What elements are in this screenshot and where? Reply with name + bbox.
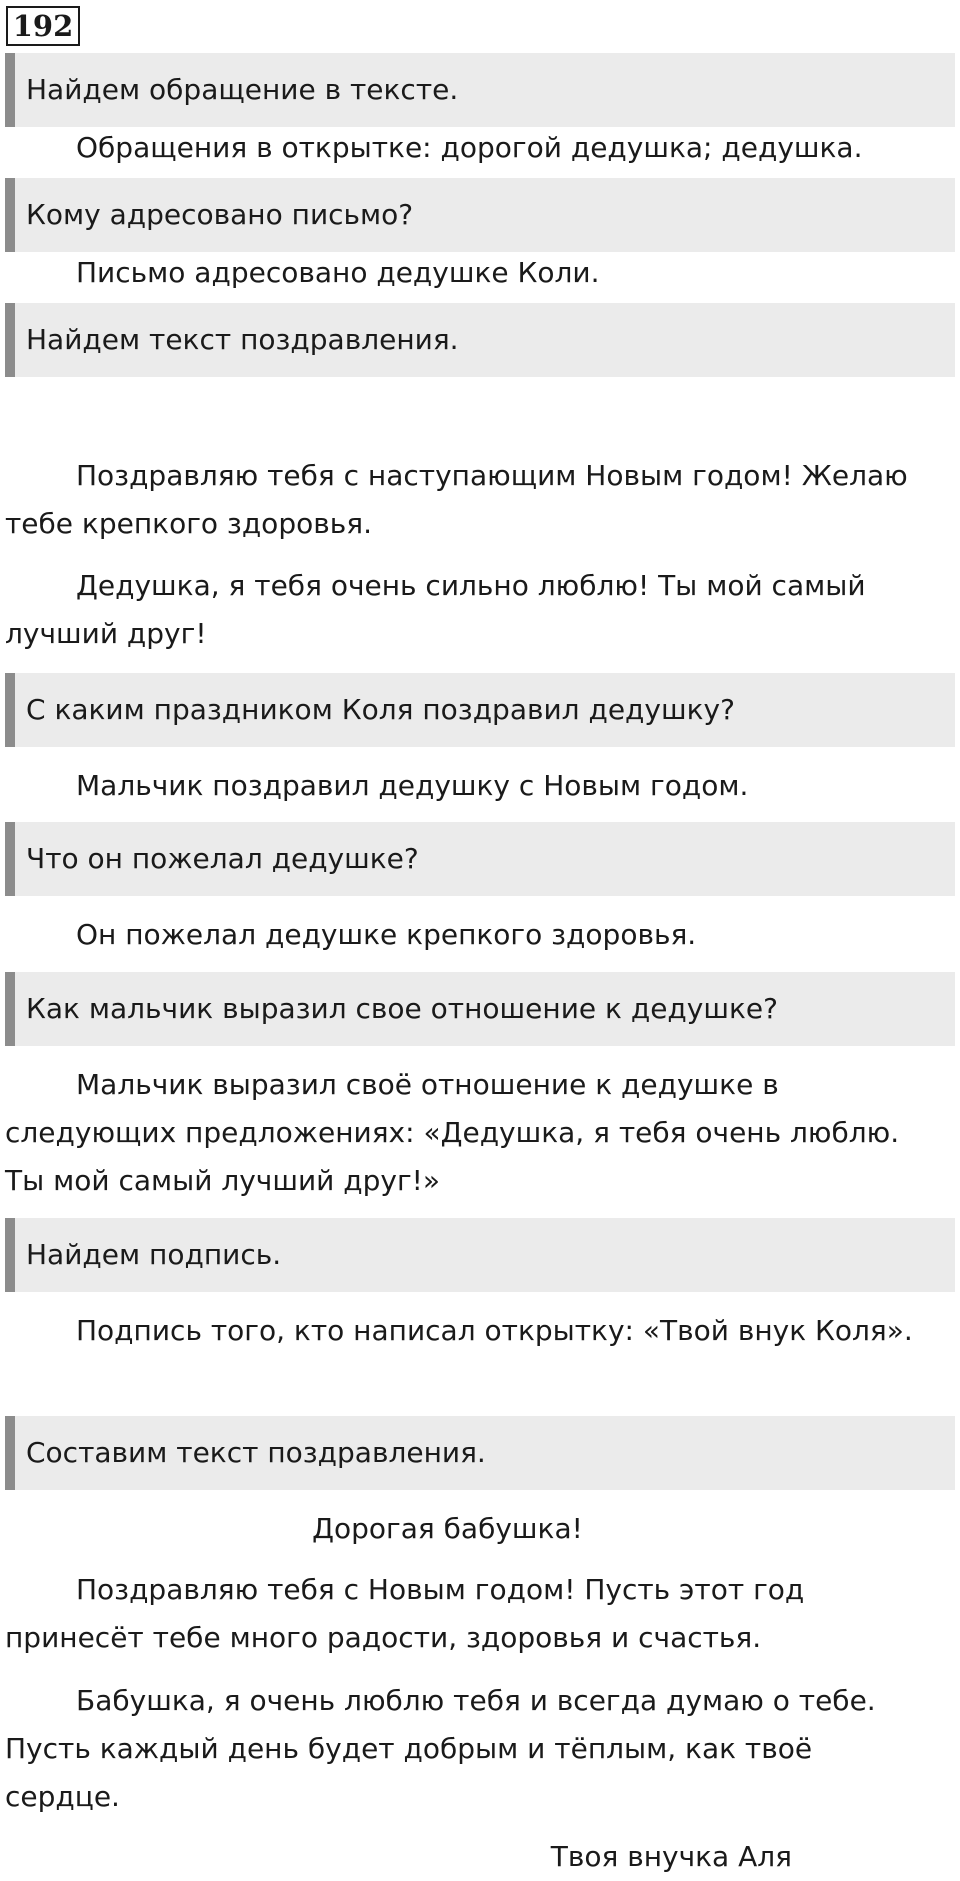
answer-2: Письмо адресовано дедушке Коли. [76, 256, 600, 289]
question-8: Составим текст поздравления. [5, 1416, 955, 1490]
letter-paragraph-2: Бабушка, я очень люблю тебя и всегда думаю о тебе. Пусть каждый день будет добрым и тёплым, как твоё сердце. [5, 1684, 876, 1813]
answer-7: Подпись того, кто написал открытку: «Твой внук Коля». [76, 1314, 913, 1347]
question-3: Найдем текст поздравления. [5, 303, 955, 377]
question-7: Найдем подпись. [5, 1218, 955, 1292]
answer-5: Он пожелал дедушке крепкого здоровья. [76, 918, 697, 951]
answer-6: Мальчик выразил своё отношение к дедушке в следующих предложениях: «Дедушка, я тебя очень люблю. Ты мой самый лучший друг!» [5, 1068, 900, 1197]
letter-paragraph-1: Поздравляю тебя с Новым годом! Пусть этот год принесёт тебе много радости, здоровья и счастья. [5, 1573, 805, 1654]
task-number-badge: 192 [6, 6, 80, 46]
answer-3b: Дедушка, я тебя очень сильно люблю! Ты мой самый лучший друг! [5, 569, 866, 650]
answer-1: Обращения в открытке: дорогой дедушка; дедушка. [76, 131, 863, 164]
question-1: Найдем обращение в тексте. [5, 53, 955, 127]
question-5: Что он пожелал дедушке? [5, 822, 955, 896]
letter-signature: Твоя внучка Аля [550, 1840, 792, 1873]
letter-greeting: Дорогая бабушка! [312, 1512, 583, 1545]
question-4: С каким праздником Коля поздравил дедушку? [5, 673, 955, 747]
question-6: Как мальчик выразил свое отношение к дедушке? [5, 972, 955, 1046]
answer-3a: Поздравляю тебя с наступающим Новым годом! Желаю тебе крепкого здоровья. [5, 459, 908, 540]
question-2: Кому адресовано письмо? [5, 178, 955, 252]
answer-4: Мальчик поздравил дедушку с Новым годом. [76, 769, 749, 802]
